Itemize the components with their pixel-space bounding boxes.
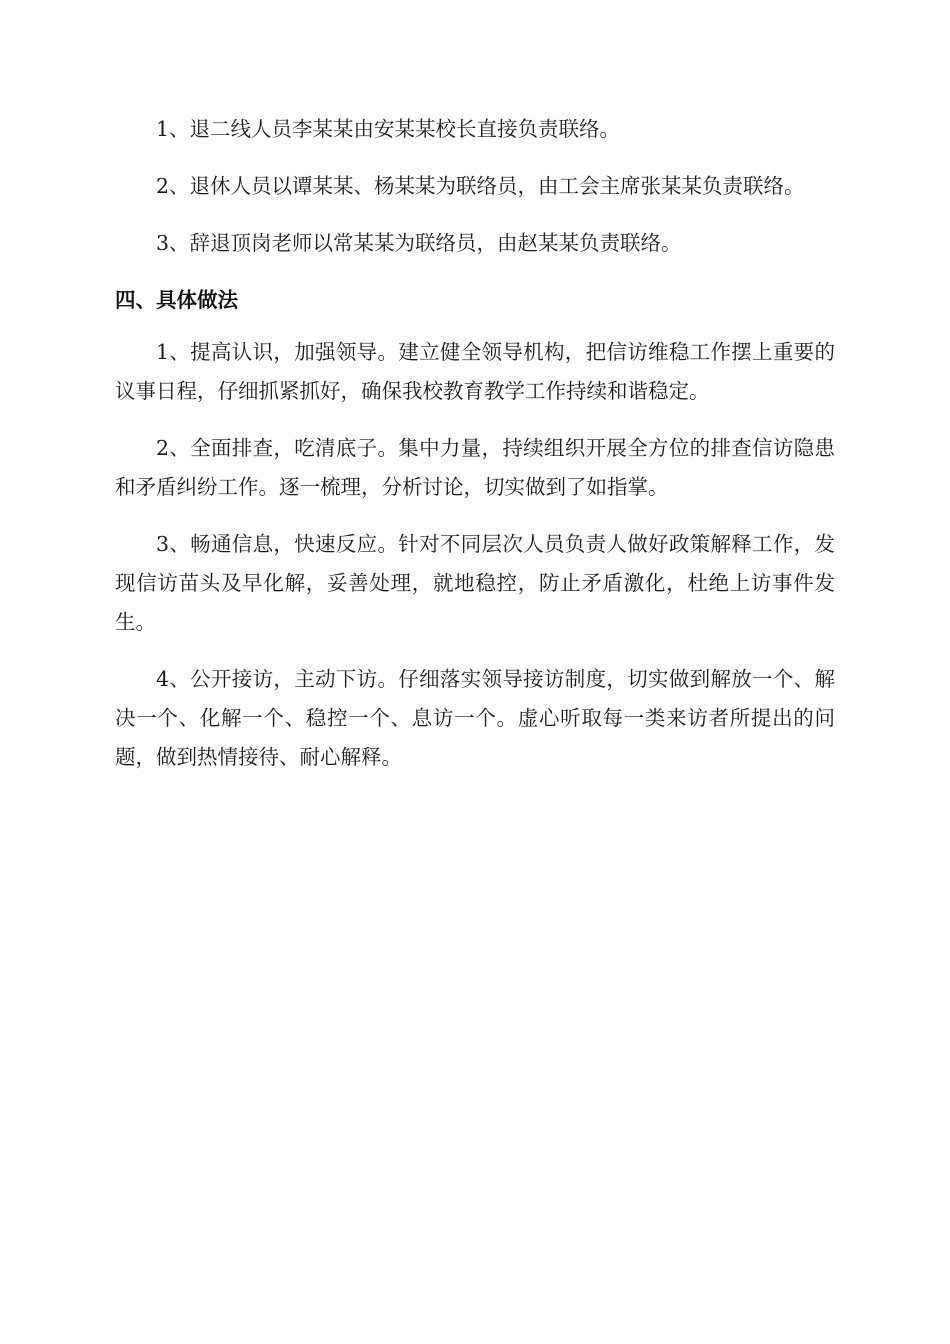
paragraph-method-1: 1、提高认识，加强领导。建立健全领导机构，把信访维稳工作摆上重要的议事日程，仔细抓紧抓好，确保我校教育教学工作持续和谐稳定。 xyxy=(115,340,835,403)
paragraph-method-3: 3、畅通信息，快速反应。针对不同层次人员负责人做好政策解释工作，发现信访苗头及早化解，妥善处理，就地稳控，防止矛盾激化，杜绝上访事件发生。 xyxy=(115,532,835,634)
paragraph-method-2: 2、全面排查，吃清底子。集中力量，持续组织开展全方位的排查信访隐患和矛盾纠纷工作。逐一梳理，分析讨论，切实做到了如指掌。 xyxy=(115,436,835,499)
paragraph-retired-staff: 2、退休人员以谭某某、杨某某为联络员，由工会主席张某某负责联络。 xyxy=(156,174,805,198)
section-heading-methods: 四、具体做法 xyxy=(115,288,238,312)
paragraph-retired-second-line: 1、退二线人员李某某由安某某校长直接负责联络。 xyxy=(156,117,621,141)
document-body xyxy=(115,110,835,795)
paragraph-method-4: 4、公开接访，主动下访。仔细落实领导接访制度，切实做到解放一个、解决一个、化解一个、稳控一个、息访一个。虚心听取每一类来访者所提出的问题，做到热情接待、耐心解释。 xyxy=(115,667,835,769)
paragraph-dismissed-teachers: 3、辞退顶岗老师以常某某为联络员，由赵某某负责联络。 xyxy=(156,231,682,255)
